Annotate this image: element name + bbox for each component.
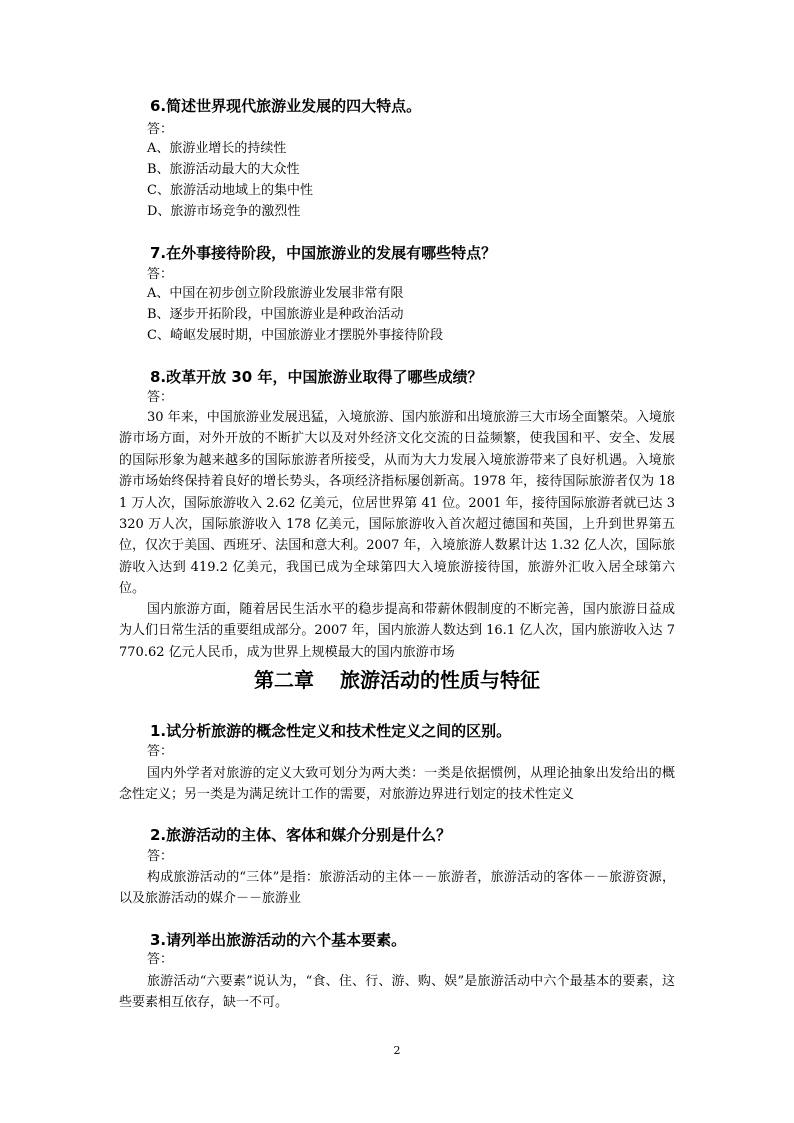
chapter-title: 旅游活动的性质与特征 bbox=[340, 668, 540, 692]
page-number: 2 bbox=[393, 1044, 401, 1057]
question-7-item-c: C、崎岖发展时期，中国旅游业才摆脱外事接待阶段 bbox=[147, 328, 443, 343]
question-7-item-a: A、中国在初步创立阶段旅游业发展非常有限 bbox=[147, 286, 404, 301]
chapter-heading bbox=[0, 666, 794, 694]
chapter-question-1-answer-label: 答： bbox=[147, 744, 174, 759]
question-7-answer-label: 答： bbox=[147, 267, 174, 282]
chapter-question-2-answer-label: 答： bbox=[147, 849, 174, 864]
question-7-item-b: B、逐步开拓阶段，中国旅游业是种政治活动 bbox=[147, 307, 404, 322]
question-6-item-d: D、旅游市场竞争的激烈性 bbox=[147, 204, 301, 219]
question-6-item-b: B、旅游活动最大的大众性 bbox=[147, 162, 300, 177]
chapter-number: 第二章 bbox=[254, 668, 314, 692]
chapter-question-3-heading: 3.请列举出旅游活动的六个基本要素。 bbox=[150, 931, 407, 949]
chapter-question-3-answer-label: 答： bbox=[147, 952, 174, 967]
chapter-question-2-answer: 构成旅游活动的“三体”是指：旅游活动的主体－－旅游者，旅游活动的客体－－旅游资源，以及旅游活动的媒介－－旅游业 bbox=[119, 870, 675, 907]
chapter-question-1-answer: 国内外学者对旅游的定义大致可划分为两大类：一类是依据惯例，从理论抽象出发给出的概念性定义；另一类是为满足统计工作的需要，对旅游边界进行划定的技术性定义 bbox=[119, 766, 675, 803]
question-7-heading: 7.在外事接待阶段，中国旅游业的发展有哪些特点？ bbox=[150, 244, 497, 262]
question-6-item-c: C、旅游活动地域上的集中性 bbox=[147, 183, 313, 198]
question-8-heading: 8.改革开放 30 年，中国旅游业取得了哪些成绩？ bbox=[150, 368, 483, 386]
question-6-heading: 6.简述世界现代旅游业发展的四大特点。 bbox=[150, 97, 422, 115]
question-8-answer-label: 答： bbox=[147, 390, 174, 405]
question-6-answer-label: 答： bbox=[147, 122, 174, 137]
question-8-answer-paragraph-1: 30 年来，中国旅游业发展迅猛，入境旅游、国内旅游和出境旅游三大市场全面繁荣。入境旅游市场方面，对外开放的不断扩大以及对外经济文化交流的日益频繁，使我国和平、安全、发展的国际形象为越来越多的国际旅游者所接受，从而为大力发展入境旅游带来了良好机遇。入境旅游市场始终保持着良好的增长势头，各项经济指标屡创新高。1978 年，接待国际旅游者仅为 181 万人次，国际旅游收入 2.62 亿美元，位居世界第 41 位。2001 年，接待国际旅游者就已达 3 320 万人次，国际旅游收入 178 亿美元，国际旅游收入首次超过德国和英国，上升到世界第五位，仅次于美国、西班牙、法国和意大利。2007 年，入境旅游人数累计达 1.32 亿人次，国际旅游收入达到 419.2 亿美元，我国已成为全球第四大入境旅游接待国，旅游外汇收入居全球第六位。 bbox=[119, 410, 675, 597]
question-6-item-a: A、旅游业增长的持续性 bbox=[147, 141, 287, 156]
chapter-question-1-heading: 1.试分析旅游的概念性定义和技术性定义之间的区别。 bbox=[150, 722, 512, 740]
chapter-question-2-heading: 2.旅游活动的主体、客体和媒介分别是什么？ bbox=[150, 826, 452, 844]
chapter-question-3-answer: 旅游活动“六要素”说认为，“食、住、行、游、购、娱”是旅游活动中六个最基本的要素，这些要素相互依存，缺一不可。 bbox=[119, 974, 675, 1011]
question-8-answer-paragraph-2: 国内旅游方面，随着居民生活水平的稳步提高和带薪休假制度的不断完善，国内旅游日益成为人们日常生活的重要组成部分。2007 年，国内旅游人数达到 16.1 亿人次，国内旅游收入达 7 770.62 亿元人民币，成为世界上规模最大的国内旅游市场 bbox=[119, 602, 675, 660]
